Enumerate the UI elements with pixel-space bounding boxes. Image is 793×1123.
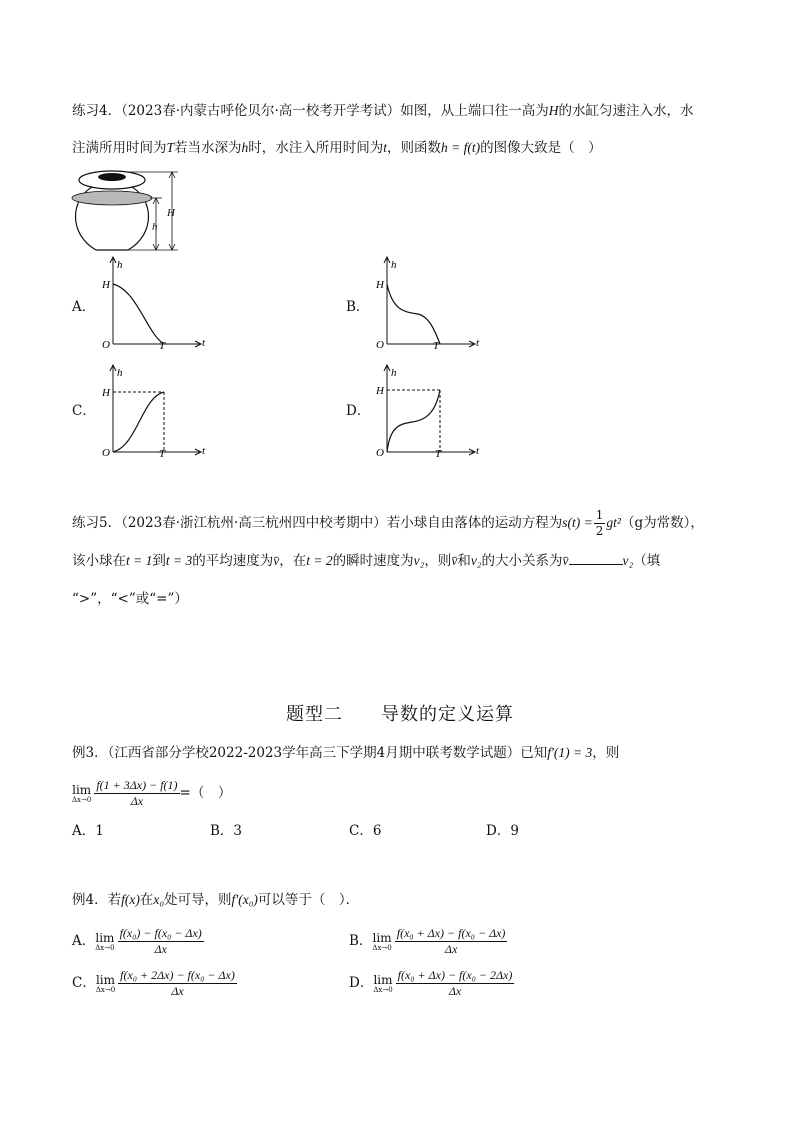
eg4-option-a[interactable]: A．lim Δx→0 $\frac{\text{f(x₀) − f(x₀ − Δx)}}{\Delta x}$ bbox=[72, 926, 202, 956]
label-H: H bbox=[102, 279, 110, 291]
label-T: T bbox=[159, 340, 166, 352]
label-H: H bbox=[376, 385, 384, 397]
graph-c-curve bbox=[113, 392, 164, 452]
eg3-option-a[interactable]: A．1 bbox=[72, 823, 104, 839]
ex4-graph-c bbox=[92, 362, 212, 462]
fig-h-label: h bbox=[152, 221, 158, 233]
ex5-stem-line3: “>”，“<”或“=”） bbox=[72, 591, 188, 607]
label-O: O bbox=[376, 447, 384, 459]
label-H: H bbox=[376, 279, 384, 291]
eg3-limit-expression: lim Δx→0 $\frac{f(1 + 3\Delta x) - f(1)}{\Delta x}$ =（ ） bbox=[72, 778, 232, 808]
ex4-option-c-label[interactable]: C． bbox=[72, 403, 96, 419]
ex4-option-d-label[interactable]: D． bbox=[346, 403, 371, 419]
axis-h: h bbox=[117, 367, 123, 379]
ex4-stem-line1: 练习4．（2023春·内蒙古呼伦贝尔·高一校考开学考试）如图，从上端口往一高为H的水缸匀速注入水，水 bbox=[72, 103, 694, 119]
ex4-stem-line2: 注满所用时间为T若当水深为h时，水注入所用时间为t，则函数h = f(t)的图像大致是（ ） bbox=[72, 140, 602, 156]
label-O: O bbox=[102, 447, 110, 459]
eg4-option-b[interactable]: B．lim Δx→0 $\frac{\text{f(x₀ + Δx) − f(x₀ − Δx)}}{\Delta x}$ bbox=[349, 926, 506, 956]
ex5-stem-line1: 练习5．（2023春·浙江杭州·高三杭州四中校考期中）若小球自由落体的运动方程为s(t) = $\frac{1}{2}$ gt²（g为常数）， bbox=[72, 508, 704, 538]
label-O: O bbox=[376, 339, 384, 351]
axis-t: t bbox=[202, 445, 206, 457]
ex4-option-b-label[interactable]: B． bbox=[346, 299, 370, 315]
label-H: H bbox=[102, 387, 110, 399]
axis-h: h bbox=[391, 367, 397, 379]
ex5-answer-blank[interactable] bbox=[569, 552, 623, 565]
water-tank-figure bbox=[66, 164, 196, 256]
ex5-stem-line2: 该小球在t = 1到t = 3的平均速度为v̄，在t = 2的瞬时速度为v₂，则v̄和v₂的大小关系为v̄ v₂（填 bbox=[72, 553, 661, 569]
graph-b-curve bbox=[387, 284, 440, 344]
ex4-graph-a bbox=[92, 254, 212, 354]
eg4-option-d[interactable]: D．lim Δx→0 $\frac{\text{f(x₀ + Δx) − f(x₀ − 2Δx)}}{\Delta x}$ bbox=[349, 968, 513, 998]
label-T: T bbox=[159, 448, 166, 460]
label-T: T bbox=[435, 448, 442, 460]
ex4-option-a-label[interactable]: A． bbox=[72, 299, 96, 315]
ex4-graph-d bbox=[366, 362, 486, 462]
axis-t: t bbox=[476, 337, 480, 349]
eg3-option-b[interactable]: B．3 bbox=[210, 823, 243, 839]
eg4-option-c[interactable]: C．lim Δx→0 $\frac{\text{f(x₀ + 2Δx) − f(x₀ − Δx)}}{\Delta x}$ bbox=[72, 968, 235, 998]
axis-t: t bbox=[202, 337, 206, 349]
axis-h: h bbox=[391, 259, 397, 271]
axis-h: h bbox=[117, 259, 123, 271]
label-O: O bbox=[102, 339, 110, 351]
graph-d-curve bbox=[387, 390, 440, 452]
ex4-graph-b bbox=[366, 254, 486, 354]
eg3-option-d[interactable]: D．9 bbox=[486, 823, 519, 839]
label-T: T bbox=[433, 340, 440, 352]
fig-H-label: H bbox=[167, 207, 175, 219]
eg3-option-c[interactable]: C．6 bbox=[349, 823, 382, 839]
axis-t: t bbox=[476, 445, 480, 457]
eg3-stem-line1: 例3．（江西省部分学校2022-2023学年高三下学期4月期中联考数学试题）已知f′(1) = 3，则 bbox=[72, 745, 620, 761]
eg4-stem: 例4．若f(x)在x₀处可导，则f′(x₀)可以等于（ ）． bbox=[72, 892, 360, 908]
graph-a-curve bbox=[113, 284, 164, 344]
section-title: 题型二 导数的定义运算 bbox=[286, 704, 514, 725]
